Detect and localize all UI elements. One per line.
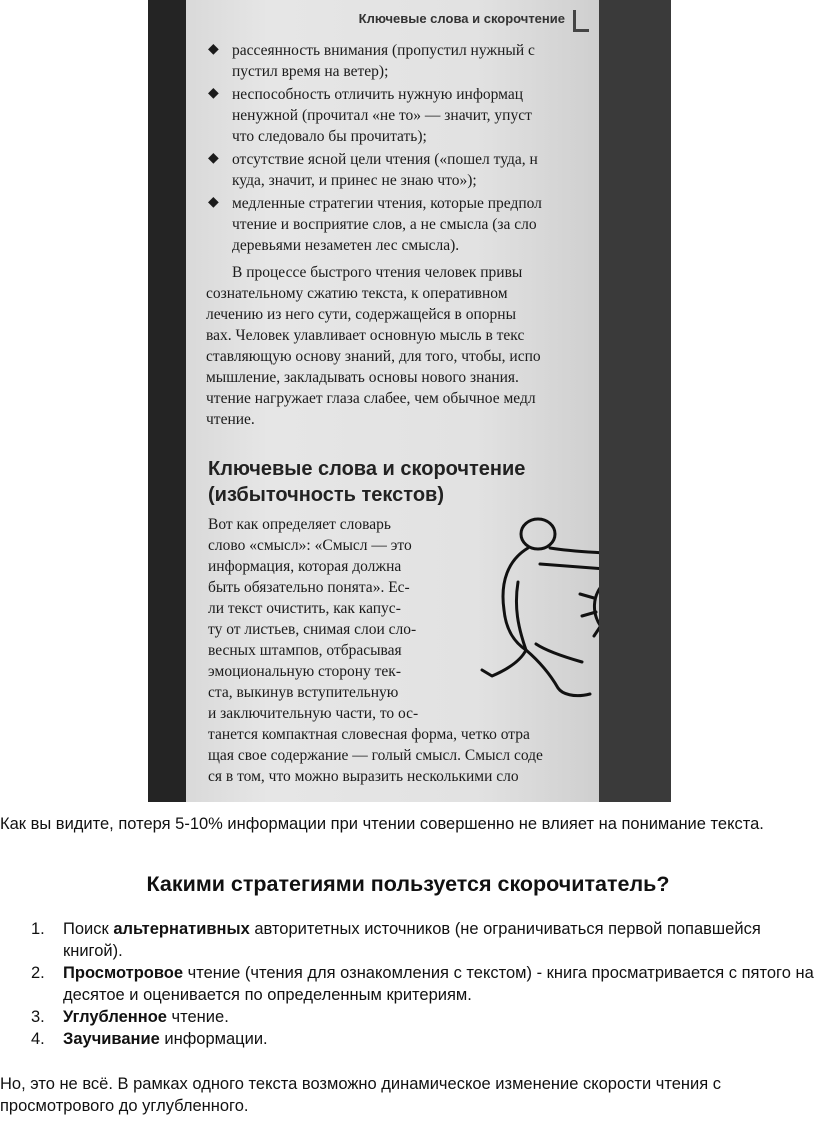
paragraph-line: ли текст очистить, как капус- xyxy=(208,600,401,617)
bullet-line: куда, значит, и принес не знаю что»); xyxy=(232,172,477,189)
list-number: 3. xyxy=(31,1008,45,1026)
paragraph-line: чтение. xyxy=(206,411,255,428)
closing-paragraph: Но, это не всё. В рамках одного текста возможно динамическое изменение скорости чтения с просмотрового до углубленного. xyxy=(0,1075,722,1115)
diamond-bullet-icon: ◆ xyxy=(208,86,219,101)
paragraph-line: и заключительную части, то ос- xyxy=(208,705,419,722)
strategy-item xyxy=(0,918,816,962)
paragraph-line: ста, выкинув вступительную xyxy=(208,684,399,701)
list-number: 4. xyxy=(31,1030,45,1048)
strategies-heading: Какими стратегиями пользуется скорочитатель? xyxy=(146,872,670,896)
bullet-line: ненужной (прочитал «не то» — значит, упуст xyxy=(232,107,532,124)
paragraph-line: информация, которая должна xyxy=(208,558,402,575)
bullet-item xyxy=(206,40,599,82)
strategy-text-after: авторитетных источников (не ограничиваться первой попавшейся книгой). xyxy=(63,920,761,960)
strategy-item xyxy=(0,962,816,1006)
bullet-item xyxy=(206,149,599,191)
paragraph-line: ту от листьев, снимая слои сло- xyxy=(208,621,417,638)
strategy-text-after: информации. xyxy=(159,1030,268,1048)
strategy-keyword: альтернативных xyxy=(113,920,250,938)
photo-dark-edge-left xyxy=(148,0,186,802)
paragraph-line: вах. Человек улавливает основную мысль в текс xyxy=(206,327,525,344)
intro-paragraph: Как вы видите, потеря 5-10% информации при чтении совершенно не влияет на понимание текста. xyxy=(0,815,764,833)
book-page-photo xyxy=(148,0,671,802)
paragraph-line: танется компактная словесная форма, четко отра xyxy=(208,726,530,743)
strategy-keyword: Просмотровое xyxy=(63,964,184,982)
running-head: Ключевые слова и скорочтение xyxy=(358,11,565,26)
paragraph-line: лечению из него сути, содержащейся в опорны xyxy=(206,306,516,323)
bullet-line: рассеянность внимания (пропустил нужный с xyxy=(232,42,535,59)
list-number: 1. xyxy=(31,920,45,938)
book-section-title xyxy=(208,456,599,508)
paragraph-line: ся в том, что можно выразить несколькими сло xyxy=(208,768,519,785)
bullet-line: пустил время на ветер); xyxy=(232,63,389,80)
bullet-line: деревьями незаметен лес смысла). xyxy=(232,237,460,254)
list-number: 2. xyxy=(31,964,45,982)
diamond-bullet-icon: ◆ xyxy=(208,42,219,57)
strategies-list xyxy=(0,918,816,1050)
pushing-man-illustration xyxy=(478,512,599,712)
bullet-line: медленные стратегии чтения, которые предпол xyxy=(232,195,542,212)
diamond-bullet-icon: ◆ xyxy=(208,151,219,166)
book-page xyxy=(186,0,599,802)
section-title-line: (избыточность текстов) xyxy=(208,484,444,506)
strategy-text-after: чтение (чтения для ознакомления с текстом) - книга просматривается с пятого на десятое и оценивается по определенным критериям. xyxy=(63,964,814,1004)
paragraph-line: ставляющую основу знаний, для того, чтобы, испо xyxy=(206,348,541,365)
section-title-line: Ключевые слова и скорочтение xyxy=(208,458,526,480)
paragraph-line: щая свое содержание — голый смысл. Смысл соде xyxy=(208,747,543,764)
strategy-item xyxy=(0,1028,816,1050)
corner-mark-icon xyxy=(573,10,589,32)
strategy-keyword: Углубленное xyxy=(63,1008,167,1026)
paragraph-line: чтение нагружает глаза слабее, чем обычное медл xyxy=(206,390,536,407)
bullet-line: неспособность отличить нужную информац xyxy=(232,86,524,103)
paragraph-line: быть обязательно понята». Ес- xyxy=(208,579,410,596)
paragraph-line: сознательному сжатию текста, к оперативном xyxy=(206,285,508,302)
paragraph-line: слово «смысл»: «Смысл — это xyxy=(208,537,412,554)
paragraph-line: Вот как определяет словарь xyxy=(208,516,391,533)
paragraph-line: мышление, закладывать основы нового знания. xyxy=(206,369,519,386)
book-paragraph xyxy=(206,262,599,430)
paragraph-line: В процессе быстрого чтения человек привы xyxy=(232,264,523,281)
strategy-keyword: Заучивание xyxy=(63,1030,160,1048)
bullet-line: чтение и восприятие слов, а не смысла (за сло xyxy=(232,216,537,233)
strategy-text-after: чтение. xyxy=(166,1008,229,1026)
paragraph-line: весных штампов, отбрасывая xyxy=(208,642,402,659)
bullet-item xyxy=(206,84,599,147)
diamond-bullet-icon: ◆ xyxy=(208,195,219,210)
photo-dark-edge-right xyxy=(599,0,671,802)
paragraph-line: эмоциональную сторону тек- xyxy=(208,663,401,680)
bullet-item xyxy=(206,193,599,256)
bullet-line: отсутствие ясной цели чтения («пошел туда, н xyxy=(232,151,538,168)
strategy-item xyxy=(0,1006,816,1028)
bullet-line: что следовало бы прочитать); xyxy=(232,128,427,145)
strategy-text-before: Поиск xyxy=(63,920,114,938)
bullet-list xyxy=(206,40,599,258)
